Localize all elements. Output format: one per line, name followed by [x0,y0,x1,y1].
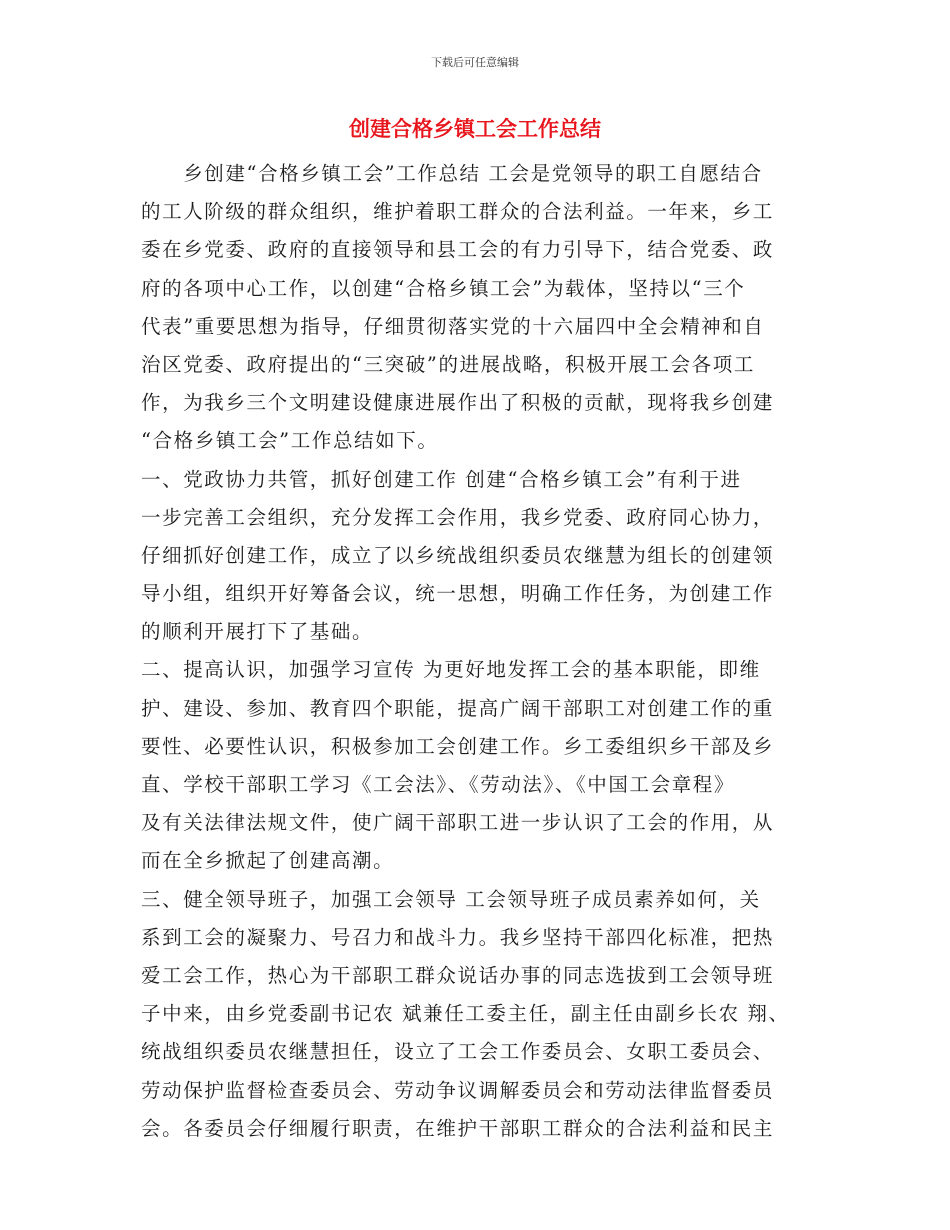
body-line: 系到工会的凝聚力、号召力和战斗力。我乡坚持干部四化标准，把热 [141,925,775,949]
body-line: 仔细抓好创建工作，成立了以乡统战组织委员农继慧为组长的创建领 [141,543,775,567]
body-line: 要性、必要性认识，积极参加工会创建工作。乡工委组织乡干部及乡 [141,734,775,758]
document-body [141,155,821,1148]
body-line: 三、健全领导班子，加强工会领导 工会领导班子成员素养如何，关 [141,887,761,911]
body-line: 委在乡党委、政府的直接领导和县工会的有力引导下，结合党委、政 [141,238,775,262]
body-line: 一步完善工会组织，充分发挥工会作用，我乡党委、政府同心协力， [141,505,775,529]
body-line: 代表”重要思想为指导，仔细贯彻落实党的十六届四中全会精神和自 [141,314,765,338]
body-line: 一、党政协力共管，抓好创建工作 创建“合格乡镇工会”有利于进 [141,467,742,491]
body-line: 会。各委员会仔细履行职责，在维护干部职工群众的合法利益和民主 [141,1116,775,1140]
body-line: 府的各项中心工作，以创建“合格乡镇工会”为载体，坚持以“三个 [141,276,746,300]
document-title: 创建合格乡镇工会工作总结 [349,117,601,141]
body-line: 劳动保护监督检查委员会、劳动争议调解委员会和劳动法律监督委员 [141,1078,775,1102]
body-line: 导小组，组织开好筹备会议，统一思想，明确工作任务，为创建工作 [141,582,775,606]
body-line: 及有关法律法规文件，使广阔干部职工进一步认识了工会的作用，从 [141,811,775,835]
header-note: 下载后可任意编辑 [431,56,519,69]
body-line: 的工人阶级的群众组织，维护着职工群众的合法利益。一年来，乡工 [141,200,775,224]
body-line: 统战组织委员农继慧担任，设立了工会工作委员会、女职工委员会、 [141,1040,775,1064]
body-line: 作，为我乡三个文明建设健康进展作出了积极的贡献，现将我乡创建 [141,391,775,415]
body-line: 而在全乡掀起了创建高潮。 [141,849,395,873]
body-line: 直、学校干部职工学习《工会法》、《劳动法》、《中国工会章程》 [141,773,736,796]
body-line: 二、提高认识，加强学习宣传 为更好地发挥工会的基本职能，即维 [141,658,761,682]
body-line: “合格乡镇工会”工作总结如下。 [141,429,439,453]
body-line: 子中来，由乡党委副书记农 斌兼任工委主任，副主任由副乡长农 翔、 [141,1002,790,1026]
body-line: 乡创建“合格乡镇工会”工作总结 工会是党领导的职工自愿结合 [141,162,763,185]
body-line: 爱工会工作，热心为干部职工群众说话办事的同志选拔到工会领导班 [141,963,775,987]
body-line: 的顺利开展打下了基础。 [141,620,374,644]
body-line: 护、建设、参加、教育四个职能，提高广阔干部职工对创建工作的重 [141,696,775,720]
body-line: 治区党委、政府提出的“三突破”的进展战略，积极开展工会各项工 [141,352,755,376]
